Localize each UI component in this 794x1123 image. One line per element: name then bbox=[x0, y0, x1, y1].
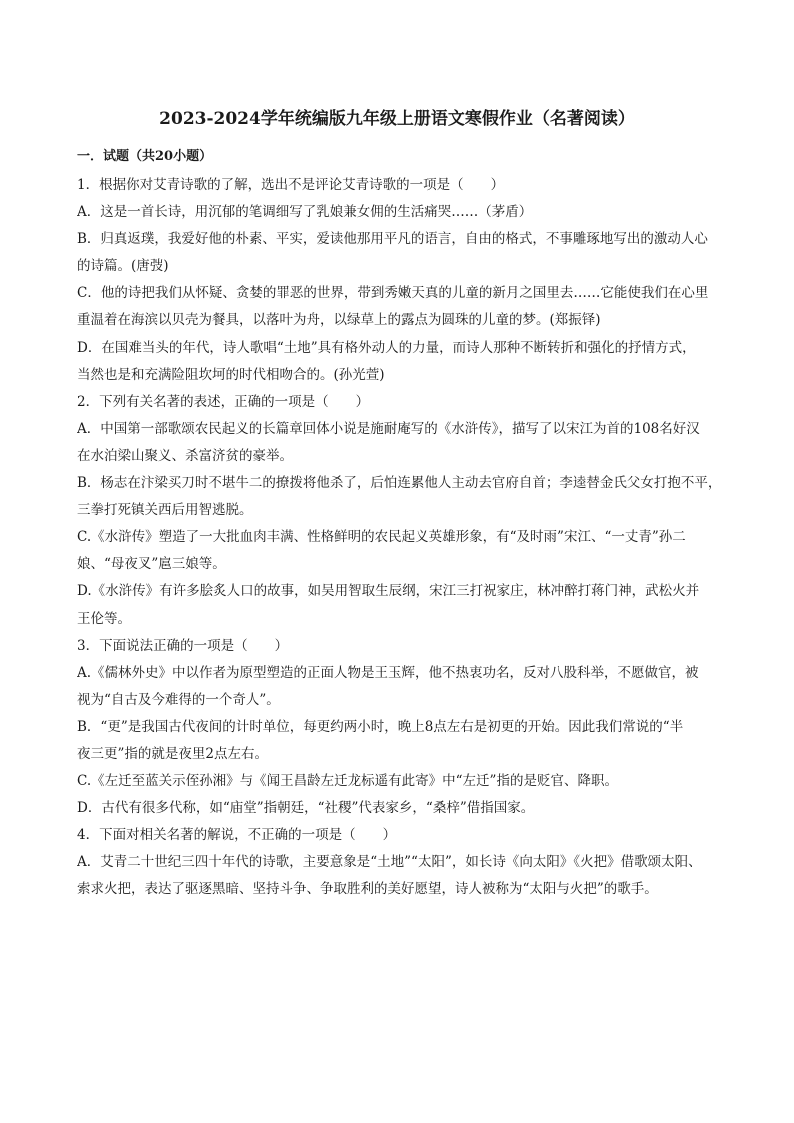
text-line: 在水泊梁山聚义、杀富济贫的豪举。 bbox=[77, 447, 293, 464]
text-line: 1．根据你对艾青诗歌的了解，选出不是评论艾青诗歌的一项是（ ） bbox=[77, 177, 505, 193]
text-line: D．古代有很多代称，如“庙堂”指朝廷，“社稷”代表家乡，“桑梓”借指国家。 bbox=[77, 800, 535, 817]
text-line: A．艾青二十世纪三四十年代的诗歌，主要意象是“土地”“太阳”，如长诗《向太阳》《火把》借歌颂太阳、 bbox=[77, 854, 702, 871]
text-line: 2．下列有关名著的表述，正确的一项是（ ） bbox=[77, 393, 370, 410]
text-line: D．在国难当头的年代，诗人歌唱“土地”具有格外动人的力量，而诗人那种不断转折和强化的抒情方式， bbox=[77, 339, 696, 356]
text-line: A．这是一首长诗，用沉郁的笔调细写了乳娘兼女佣的生活痛哭……（茅盾） bbox=[77, 204, 533, 221]
question-content bbox=[77, 172, 727, 904]
text-line: A.《儒林外史》中以作者为原型塑造的正面人物是王玉辉，他不热衷功名，反对八股科举，不愿做官，被 bbox=[77, 664, 699, 681]
text-line: 视为“自古及今难得的一个奇人”。 bbox=[77, 691, 280, 708]
text-line: 4．下面对相关名著的解说，不正确的一项是（ ） bbox=[77, 827, 397, 844]
text-line: D.《水浒传》有许多脍炙人口的故事，如吴用智取生辰纲，宋江三打祝家庄，林冲醉打蒋门神，武松火并 bbox=[77, 583, 700, 600]
text-line: 索求火把，表达了驱逐黑暗、坚持斗争、争取胜利的美好愿望，诗人被称为“太阳与火把”的歌手。 bbox=[77, 881, 658, 898]
section-heading: 一．试题（共20小题） bbox=[77, 149, 213, 164]
text-line: B．归真返璞，我爱好他的朴素、平实，爱读他那用平凡的语言，自由的格式，不事雕琢地写出的激动人心 bbox=[77, 231, 708, 248]
text-line: 当然也是和充满险阻坎坷的时代相吻合的。(孙光萱) bbox=[77, 366, 385, 383]
text-line: 重温着在海滨以贝壳为餐具，以落叶为舟，以绿草上的露点为圆珠的儿童的梦。(郑振铎) bbox=[77, 312, 601, 329]
text-line: 的诗篇。(唐弢) bbox=[77, 258, 169, 275]
text-line: 3．下面说法正确的一项是（ ） bbox=[77, 637, 289, 654]
text-line: 娘、“母夜叉”扈三娘等。 bbox=[77, 556, 226, 573]
text-line: C.《左迁至蓝关示侄孙湘》与《闻王昌龄左迁龙标遥有此寄》中“左迁”指的是贬官、降职。 bbox=[77, 773, 618, 790]
document-title: 2023-2024学年统编版九年级上册语文寒假作业（名著阅读） bbox=[159, 109, 635, 129]
text-line: C．他的诗把我们从怀疑、贪婪的罪恶的世界，带到秀嫩天真的儿童的新月之国里去……它能使我们在心里 bbox=[77, 285, 709, 302]
text-line: A．中国第一部歌颂农民起义的长篇章回体小说是施耐庵写的《水浒传》，描写了以宋江为首的108名好汉 bbox=[77, 420, 700, 437]
text-line: 三拳打死镇关西后用智逃脱。 bbox=[77, 502, 253, 519]
text-line: 夜三更”指的就是夜里2点左右。 bbox=[77, 745, 268, 762]
text-line: C.《水浒传》塑造了一大批血肉丰满、性格鲜明的农民起义英雄形象，有“及时雨”宋江、“一丈青”孙二 bbox=[77, 529, 686, 546]
text-line: B．杨志在汴梁买刀时不堪牛二的撩拨将他杀了，后怕连累他人主动去官府自首；李逵替金氏父女打抱不平， bbox=[77, 475, 722, 492]
text-line: 王伦等。 bbox=[77, 610, 131, 627]
text-line: B．“更”是我国古代夜间的计时单位，每更约两小时，晚上8点左右是初更的开始。因此我们常说的“半 bbox=[77, 718, 684, 735]
